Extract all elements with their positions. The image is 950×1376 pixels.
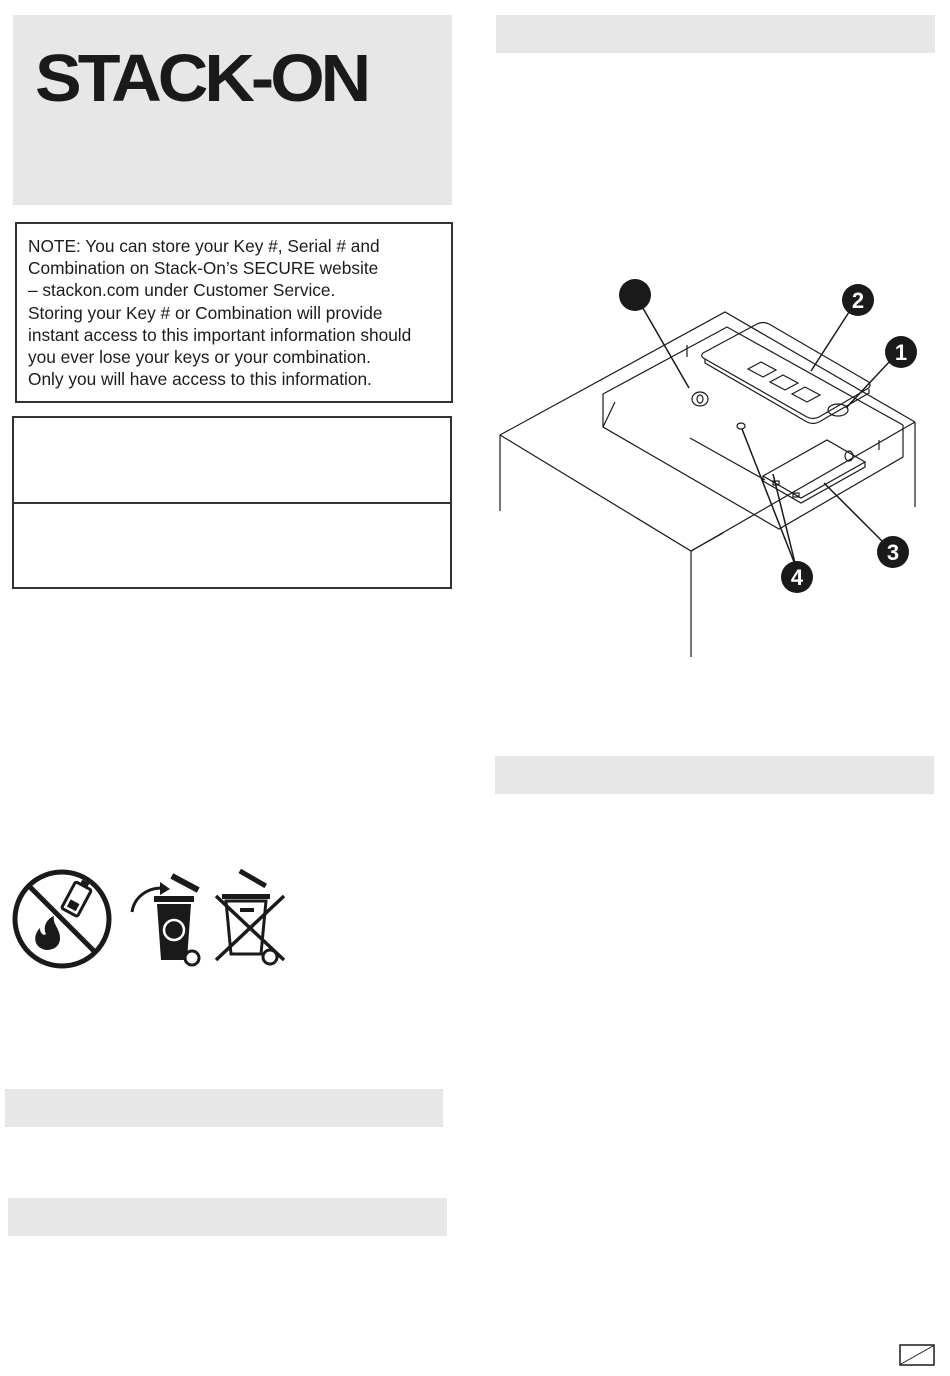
page-number-box bbox=[899, 1344, 935, 1366]
callout-2 bbox=[842, 284, 874, 316]
section-header-band bbox=[495, 756, 934, 794]
note-line: instant access to this important information should bbox=[28, 324, 412, 345]
callout-label: 2 bbox=[851, 288, 865, 313]
section-header-band bbox=[496, 15, 935, 53]
note-line: NOTE: You can store your Key #, Serial # and bbox=[28, 236, 380, 256]
note-line: Combination on Stack-On’s SECURE website bbox=[28, 258, 379, 279]
safe-diagram bbox=[495, 275, 935, 665]
callout-blank bbox=[619, 279, 651, 311]
callout-label: 1 bbox=[894, 340, 908, 365]
stack-on-logo: STACK-ON bbox=[35, 41, 368, 116]
no-battery-fire-icon bbox=[15, 872, 109, 966]
callout-label: 3 bbox=[886, 540, 900, 565]
note-line: – stackon.com under Customer Service. bbox=[28, 280, 336, 301]
key-serial-table bbox=[12, 416, 452, 589]
logo-panel bbox=[13, 15, 452, 205]
note-line: you ever lose your keys or your combination. bbox=[28, 347, 371, 368]
section-header-band bbox=[8, 1198, 447, 1236]
disposal-icons bbox=[10, 868, 300, 974]
crossed-out-bin-icon bbox=[216, 869, 284, 964]
callout-label: 4 bbox=[790, 565, 804, 590]
note-box bbox=[15, 222, 453, 403]
section-header-band bbox=[5, 1089, 443, 1127]
note-line: Storing your Key # or Combination will provide bbox=[28, 302, 383, 323]
note-line: Only you will have access to this information. bbox=[28, 369, 372, 390]
table-divider bbox=[14, 502, 450, 504]
callout-3 bbox=[877, 536, 909, 568]
recycle-bin-icon bbox=[132, 873, 200, 965]
callout-1 bbox=[885, 336, 917, 368]
callout-4 bbox=[781, 561, 813, 593]
